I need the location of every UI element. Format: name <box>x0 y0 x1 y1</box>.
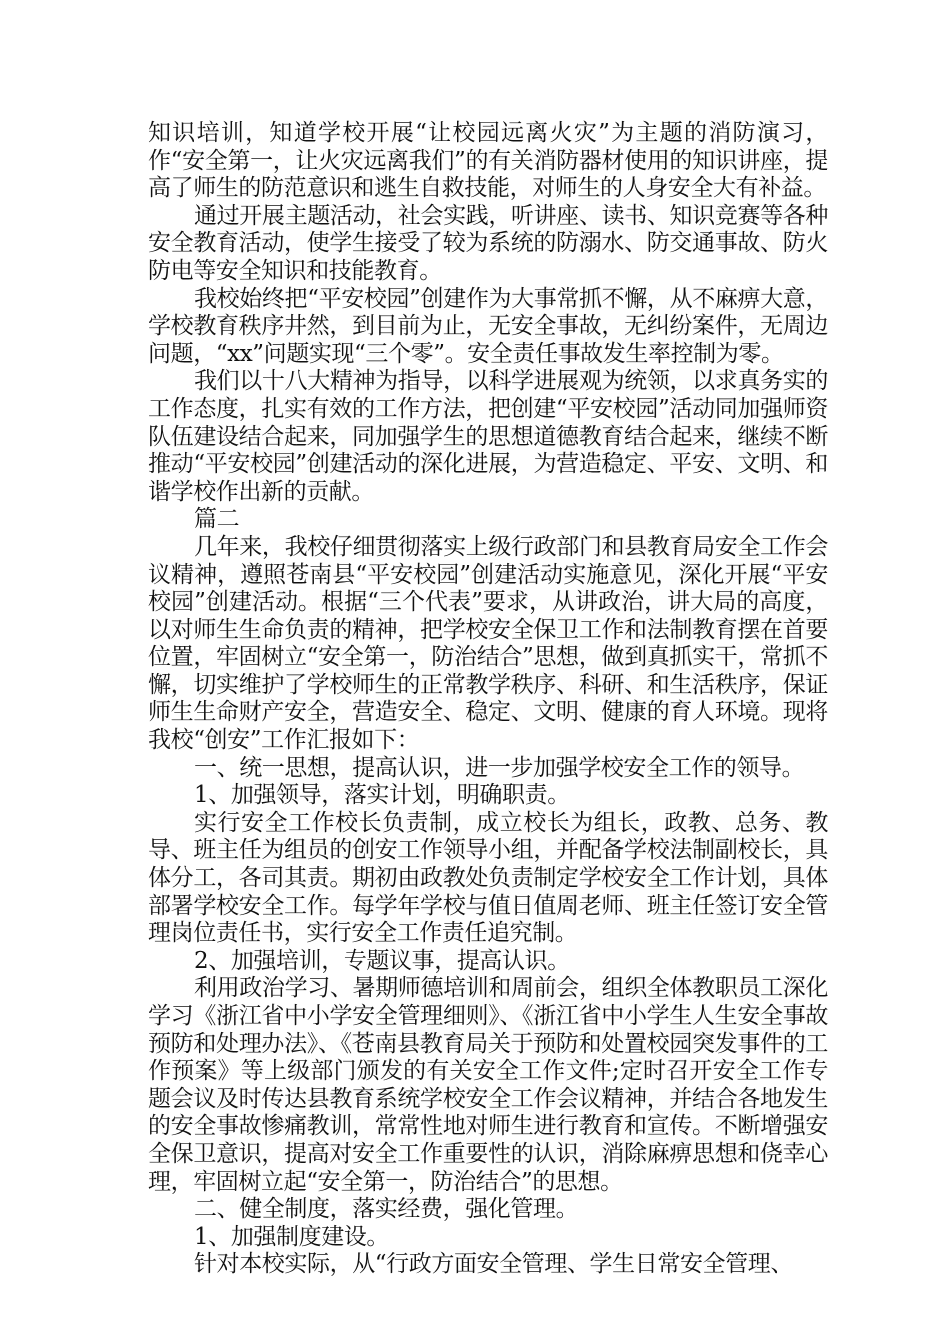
subheading-1-1: 1、加强领导，落实计划，明确职责。 <box>194 782 570 809</box>
document-body <box>148 120 828 1279</box>
heading-2: 二、健全制度，落实经费，强化管理。 <box>194 1196 579 1223</box>
paragraph-4: 我们以十八大精神为指导，以科学进展观为统领，以求真务实的工作态度，扎实有效的工作方法，把创建“平安校园”活动同加强师资队伍建设结合起来，同加强学生的思想道德教育结合起来，继续不断推动“平安校园”创建活动的深化进展，为营造稳定、平安、文明、和谐学校作出新的贡献。 <box>148 368 828 505</box>
paragraph-11: 利用政治学习、暑期师德培训和周前会，组织全体教职员工深化学习《浙江省中小学安全管理细则》、《浙江省中小学生人生安全事故预防和处理办法》、《苍南县教育局关于预防和处置校园突发事件的工作预案》等上级部门颁发的有关安全工作文件;定时召开安全工作专题会议及时传达县教育系统学校安全工作会议精神，并结合各地发生的安全事故惨痛教训，常常性地对师生进行教育和宣传。不断增强安全保卫意识，提高对安全工作重要性的认识，消除麻痹思想和侥幸心理，牢固树立起“安全第一，防治结合”的思想。 <box>148 975 828 1195</box>
subheading-2-1: 1、加强制度建设。 <box>194 1223 390 1250</box>
paragraph-9: 实行安全工作校长负责制，成立校长为组长，政教、总务、教导、班主任为组员的创安工作领导小组，并配备学校法制副校长，具体分工，各司其责。期初由政教处负责制定学校安全工作计划，具体部署学校安全工作。每学年学校与值日值周老师、班主任签订安全管理岗位责任书，实行安全工作责任追究制。 <box>148 809 828 947</box>
paragraph-3: 我校始终把“平安校园”创建作为大事常抓不懈，从不麻痹大意，学校教育秩序井然，到目前为止，无安全事故，无纠纷案件，无周边问题，“xx”问题实现“三个零”。安全责任事故发生率控制为零。 <box>148 285 828 367</box>
paragraph-2: 通过开展主题活动，社会实践，听讲座、读书、知识竞赛等各种安全教育活动，使学生接受了较为系统的防溺水、防交通事故、防火防电等安全知识和技能教育。 <box>148 202 828 284</box>
paragraph-6: 几年来，我校仔细贯彻落实上级行政部门和县教育局安全工作会议精神，遵照苍南县“平安校园”创建活动实施意见，深化开展“平安校园”创建活动。根据“三个代表”要求，从讲政治，讲大局的高度，以对师生生命负责的精神，把学校安全保卫工作和法制教育摆在首要位置，牢固树立“安全第一，防治结合”思想，做到真抓实干，常抓不懈，切实维护了学校师生的正常教学秩序、科研、和生活秩序，保证师生生命财产安全，营造安全、稳定、文明、健康的育人环境。现将我校“创安”工作汇报如下： <box>148 533 828 754</box>
paragraph-14: 针对本校实际，从“行政方面安全管理、学生日常安全管理、 <box>194 1251 793 1278</box>
section-heading-part-two: 篇二 <box>194 506 240 533</box>
heading-1: 一、统一思想，提高认识，进一步加强学校安全工作的领导。 <box>194 754 805 781</box>
paragraph-1: 知识培训，知道学校开展“让校园远离火灾”为主题的消防演习，作“安全第一，让火灾远离我们”的有关消防器材使用的知识讲座，提高了师生的防范意识和逃生自救技能，对师生的人身安全大有补益。 <box>148 120 828 202</box>
subheading-1-2: 2、加强培训，专题议事，提高认识。 <box>194 947 570 974</box>
